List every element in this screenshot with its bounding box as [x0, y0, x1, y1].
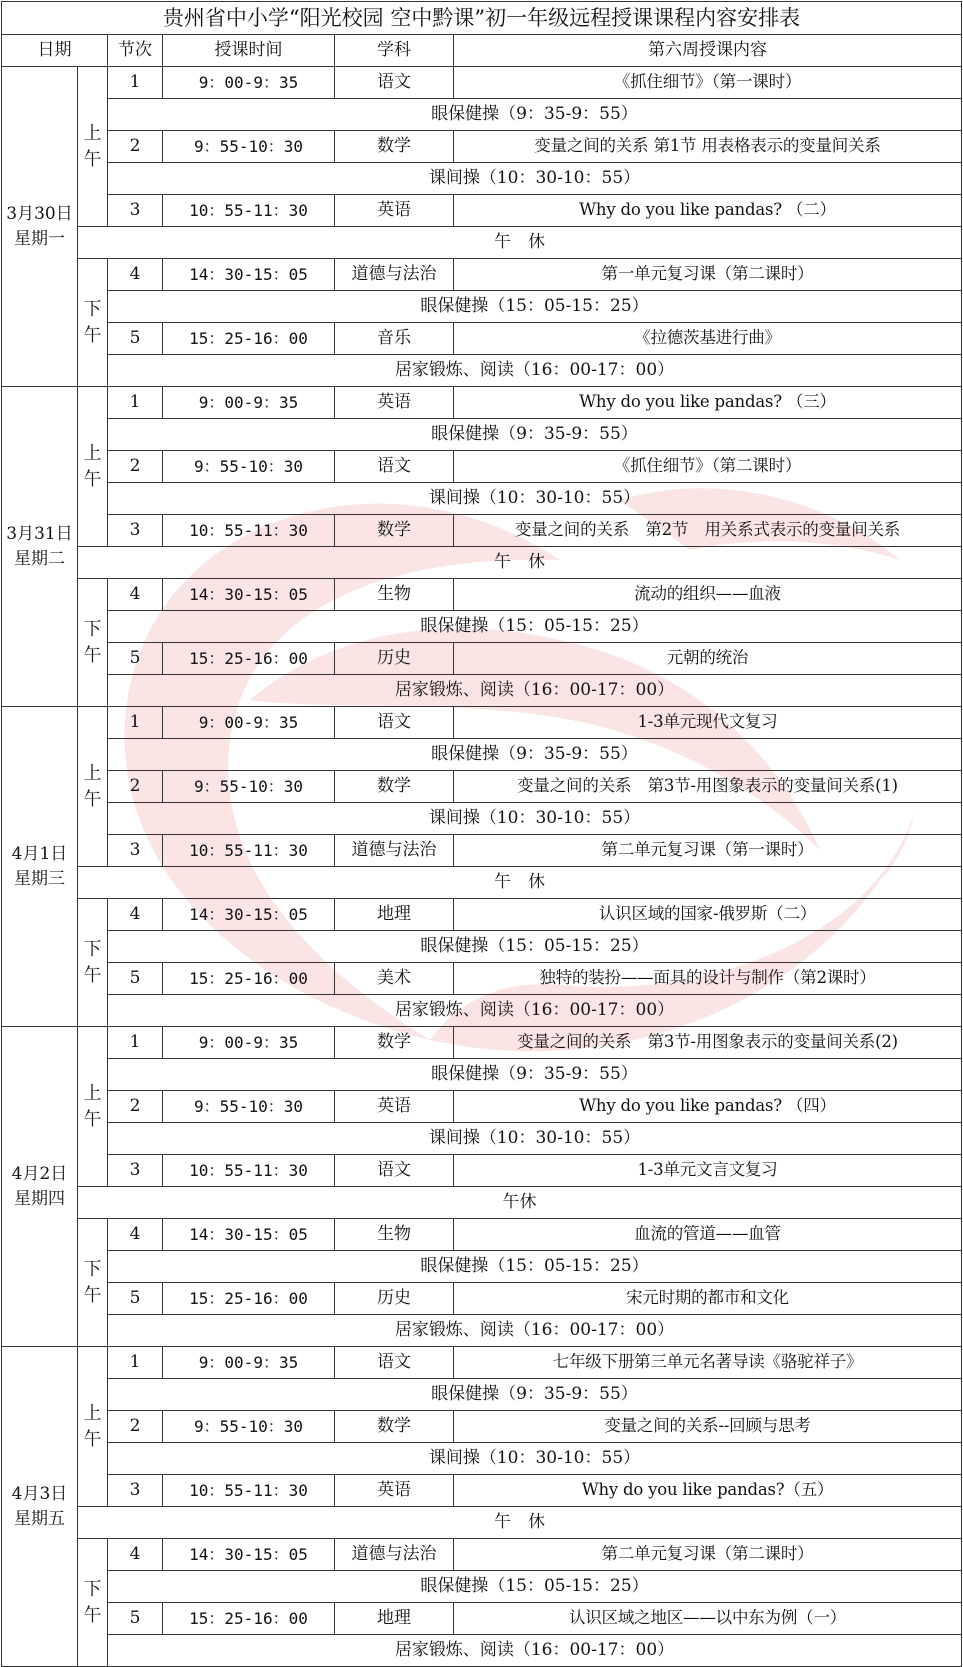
lunch-break: 午 休: [78, 1507, 962, 1539]
table-row: [2, 515, 962, 547]
header-time: 授课时间: [163, 35, 335, 67]
subject: 音乐: [335, 323, 454, 355]
afternoon-label: [78, 1219, 108, 1347]
table-row: [2, 1123, 962, 1155]
class-time: 14：30-15：05: [163, 1539, 335, 1571]
period-number: 4: [108, 1219, 163, 1251]
table-row: [2, 995, 962, 1027]
break-activity: 课间操（10：30-10：55）: [108, 1123, 962, 1155]
period-number: 4: [108, 1539, 163, 1571]
morning-label: [78, 707, 108, 867]
period-number: 2: [108, 451, 163, 483]
period-number: 4: [108, 899, 163, 931]
header-content: 第六周授课内容: [454, 35, 962, 67]
break-activity: 居家锻炼、阅读（16：00-17：00）: [108, 1315, 962, 1347]
class-time: 9：00-9：35: [163, 707, 335, 739]
class-time: 9：00-9：35: [163, 1027, 335, 1059]
date-label: 3月31日: [6, 523, 73, 544]
table-row: [2, 1155, 962, 1187]
period-number: 1: [108, 67, 163, 99]
subject: 美术: [335, 963, 454, 995]
day-cell: [2, 67, 78, 387]
subject: 生物: [335, 1219, 454, 1251]
morning-label: [78, 1347, 108, 1507]
period-number: 3: [108, 1475, 163, 1507]
subject: 英语: [335, 195, 454, 227]
lesson-topic: 七年级下册第三单元名著导读《骆驼祥子》: [454, 1347, 962, 1379]
date-label: 3月30日: [6, 203, 73, 224]
class-time: 14：30-15：05: [163, 1219, 335, 1251]
class-time: 15：25-16：00: [163, 643, 335, 675]
class-time: 14：30-15：05: [163, 899, 335, 931]
table-row: [2, 259, 962, 291]
lesson-topic: 独特的装扮——面具的设计与制作（第2课时）: [454, 963, 962, 995]
table-row: [2, 803, 962, 835]
table-row: [2, 1603, 962, 1635]
subject: 数学: [335, 131, 454, 163]
table-row: [2, 387, 962, 419]
break-activity: 眼保健操（15：05-15：25）: [108, 291, 962, 323]
lesson-topic: 1-3单元文言文复习: [454, 1155, 962, 1187]
subject: 数学: [335, 1411, 454, 1443]
break-activity: 眼保健操（15：05-15：25）: [108, 1251, 962, 1283]
table-row: [2, 675, 962, 707]
lesson-topic: Why do you like pandas? （三）: [454, 387, 962, 419]
break-activity: 眼保健操（9：35-9：55）: [108, 419, 962, 451]
period-label: 下午: [83, 1258, 102, 1306]
date-label: 4月1日: [11, 843, 68, 864]
lesson-topic: 流动的组织——血液: [454, 579, 962, 611]
table-row: [2, 419, 962, 451]
weekday-label: 星期二: [14, 548, 65, 569]
period-label: 上午: [83, 762, 102, 810]
class-time: 9：55-10：30: [163, 771, 335, 803]
break-activity: 眼保健操（9：35-9：55）: [108, 1379, 962, 1411]
lesson-topic: 变量之间的关系 第3节-用图象表示的变量间关系(2): [454, 1027, 962, 1059]
subject: 数学: [335, 1027, 454, 1059]
day-cell: [2, 387, 78, 707]
day-cell: [2, 1347, 78, 1667]
lesson-topic: 变量之间的关系 第2节 用关系式表示的变量间关系: [454, 515, 962, 547]
subject: 地理: [335, 899, 454, 931]
class-time: 14：30-15：05: [163, 579, 335, 611]
class-time: 9：00-9：35: [163, 1347, 335, 1379]
table-row: [2, 355, 962, 387]
table-row: [2, 323, 962, 355]
table-row: [2, 99, 962, 131]
break-activity: 眼保健操（15：05-15：25）: [108, 931, 962, 963]
header-row: [2, 35, 962, 67]
lesson-topic: 1-3单元现代文复习: [454, 707, 962, 739]
weekday-label: 星期四: [14, 1188, 65, 1209]
subject: 语文: [335, 451, 454, 483]
period-number: 2: [108, 131, 163, 163]
table-row: [2, 899, 962, 931]
class-time: 10：55-11：30: [163, 1475, 335, 1507]
weekday-label: 星期一: [14, 228, 65, 249]
table-row: [2, 611, 962, 643]
lesson-topic: Why do you like pandas?（五）: [454, 1475, 962, 1507]
lesson-topic: Why do you like pandas? （四）: [454, 1091, 962, 1123]
period-number: 1: [108, 1027, 163, 1059]
subject: 语文: [335, 1347, 454, 1379]
subject: 英语: [335, 1475, 454, 1507]
period-label: 下午: [83, 618, 102, 666]
table-row: [2, 67, 962, 99]
day-cell: [2, 707, 78, 1027]
lunch-break: 午 休: [78, 547, 962, 579]
class-time: 15：25-16：00: [163, 1603, 335, 1635]
table-row: [2, 707, 962, 739]
table-row: [2, 1219, 962, 1251]
day-cell: [2, 1027, 78, 1347]
subject: 数学: [335, 515, 454, 547]
table-row: [2, 1475, 962, 1507]
table-row: [2, 1027, 962, 1059]
break-activity: 课间操（10：30-10：55）: [108, 163, 962, 195]
break-activity: 眼保健操（9：35-9：55）: [108, 99, 962, 131]
table-row: [2, 1059, 962, 1091]
weekday-label: 星期五: [14, 1508, 65, 1529]
class-time: 10：55-11：30: [163, 515, 335, 547]
lesson-topic: 认识区域的国家-俄罗斯（二）: [454, 899, 962, 931]
break-activity: 眼保健操（9：35-9：55）: [108, 1059, 962, 1091]
break-activity: 课间操（10：30-10：55）: [108, 483, 962, 515]
period-number: 5: [108, 643, 163, 675]
weekday-label: 星期三: [14, 868, 65, 889]
table-row: [2, 451, 962, 483]
period-label: 上午: [83, 1402, 102, 1450]
lesson-topic: 变量之间的关系 第3节-用图象表示的变量间关系(1): [454, 771, 962, 803]
subject: 历史: [335, 643, 454, 675]
table-row: [2, 963, 962, 995]
period-label: 上午: [83, 1082, 102, 1130]
period-number: 3: [108, 1155, 163, 1187]
period-number: 1: [108, 1347, 163, 1379]
table-row: [2, 931, 962, 963]
table-row: [2, 1411, 962, 1443]
schedule-table: [1, 1, 962, 1667]
class-time: 15：25-16：00: [163, 1283, 335, 1315]
lunch-break: 午 休: [78, 867, 962, 899]
table-row: [2, 1283, 962, 1315]
period-label: 上午: [83, 442, 102, 490]
date-label: 4月3日: [11, 1483, 68, 1504]
class-time: 15：25-16：00: [163, 323, 335, 355]
table-row: [2, 1347, 962, 1379]
break-activity: 居家锻炼、阅读（16：00-17：00）: [108, 675, 962, 707]
subject: 英语: [335, 1091, 454, 1123]
table-row: [2, 547, 962, 579]
period-number: 5: [108, 963, 163, 995]
period-number: 4: [108, 259, 163, 291]
break-activity: 居家锻炼、阅读（16：00-17：00）: [108, 995, 962, 1027]
morning-label: [78, 67, 108, 227]
table-row: [2, 1635, 962, 1667]
table-row: [2, 1187, 962, 1219]
period-number: 5: [108, 323, 163, 355]
class-time: 15：25-16：00: [163, 963, 335, 995]
lesson-topic: 第二单元复习课（第二课时）: [454, 1539, 962, 1571]
break-activity: 居家锻炼、阅读（16：00-17：00）: [108, 1635, 962, 1667]
period-number: 2: [108, 1091, 163, 1123]
table-row: [2, 1091, 962, 1123]
table-row: [2, 291, 962, 323]
table-row: [2, 483, 962, 515]
class-time: 9：00-9：35: [163, 387, 335, 419]
lesson-topic: 《拉德茨基进行曲》: [454, 323, 962, 355]
subject: 英语: [335, 387, 454, 419]
period-label: 下午: [83, 938, 102, 986]
header-period: 节次: [108, 35, 163, 67]
table-row: [2, 771, 962, 803]
period-number: 3: [108, 515, 163, 547]
period-number: 3: [108, 195, 163, 227]
lesson-topic: 认识区域之地区——以中东为例（一）: [454, 1603, 962, 1635]
class-time: 10：55-11：30: [163, 835, 335, 867]
subject: 语文: [335, 1155, 454, 1187]
title-row: [2, 2, 962, 35]
period-number: 2: [108, 1411, 163, 1443]
lesson-topic: 元朝的统治: [454, 643, 962, 675]
subject: 道德与法治: [335, 835, 454, 867]
lesson-topic: 变量之间的关系 第1节 用表格表示的变量间关系: [454, 131, 962, 163]
table-row: [2, 131, 962, 163]
table-row: [2, 867, 962, 899]
subject: 语文: [335, 67, 454, 99]
break-activity: 眼保健操（15：05-15：25）: [108, 611, 962, 643]
afternoon-label: [78, 1539, 108, 1667]
subject: 生物: [335, 579, 454, 611]
lunch-break: 午 休: [78, 227, 962, 259]
table-row: [2, 1539, 962, 1571]
period-number: 1: [108, 387, 163, 419]
table-row: [2, 643, 962, 675]
table-row: [2, 1443, 962, 1475]
break-activity: 眼保健操（9：35-9：55）: [108, 739, 962, 771]
period-number: 5: [108, 1283, 163, 1315]
class-time: 9：00-9：35: [163, 67, 335, 99]
break-activity: 课间操（10：30-10：55）: [108, 803, 962, 835]
table-row: [2, 579, 962, 611]
break-activity: 课间操（10：30-10：55）: [108, 1443, 962, 1475]
table-row: [2, 1315, 962, 1347]
class-time: 9：55-10：30: [163, 1091, 335, 1123]
table-row: [2, 1379, 962, 1411]
lesson-topic: 宋元时期的都市和文化: [454, 1283, 962, 1315]
lesson-topic: 《抓住细节》（第一课时）: [454, 67, 962, 99]
afternoon-label: [78, 899, 108, 1027]
header-subject: 学科: [335, 35, 454, 67]
subject: 数学: [335, 771, 454, 803]
lesson-topic: 《抓住细节》（第二课时）: [454, 451, 962, 483]
period-number: 5: [108, 1603, 163, 1635]
afternoon-label: [78, 579, 108, 707]
table-row: [2, 163, 962, 195]
class-time: 10：55-11：30: [163, 1155, 335, 1187]
period-label: 下午: [83, 1578, 102, 1626]
period-label: 下午: [83, 298, 102, 346]
table-row: [2, 835, 962, 867]
period-number: 2: [108, 771, 163, 803]
table-row: [2, 195, 962, 227]
class-time: 10：55-11：30: [163, 195, 335, 227]
table-row: [2, 227, 962, 259]
lesson-topic: 第一单元复习课（第二课时）: [454, 259, 962, 291]
class-time: 9：55-10：30: [163, 1411, 335, 1443]
subject: 道德与法治: [335, 1539, 454, 1571]
lesson-topic: Why do you like pandas? （二）: [454, 195, 962, 227]
period-number: 4: [108, 579, 163, 611]
morning-label: [78, 387, 108, 547]
period-number: 1: [108, 707, 163, 739]
class-time: 9：55-10：30: [163, 451, 335, 483]
break-activity: 眼保健操（15：05-15：25）: [108, 1571, 962, 1603]
break-activity: 居家锻炼、阅读（16：00-17：00）: [108, 355, 962, 387]
class-time: 14：30-15：05: [163, 259, 335, 291]
table-row: [2, 1507, 962, 1539]
subject: 历史: [335, 1283, 454, 1315]
lesson-topic: 第二单元复习课（第一课时）: [454, 835, 962, 867]
period-label: 上午: [83, 122, 102, 170]
table-row: [2, 1251, 962, 1283]
header-date: 日期: [2, 35, 108, 67]
period-number: 3: [108, 835, 163, 867]
lunch-break: 午休: [78, 1187, 962, 1219]
subject: 道德与法治: [335, 259, 454, 291]
subject: 地理: [335, 1603, 454, 1635]
lesson-topic: 变量之间的关系--回顾与思考: [454, 1411, 962, 1443]
table-row: [2, 1571, 962, 1603]
class-time: 9：55-10：30: [163, 131, 335, 163]
lesson-topic: 血流的管道——血管: [454, 1219, 962, 1251]
table-title: 贵州省中小学“阳光校园 空中黔课”初一年级远程授课课程内容安排表: [2, 2, 962, 35]
afternoon-label: [78, 259, 108, 387]
morning-label: [78, 1027, 108, 1187]
table-row: [2, 739, 962, 771]
subject: 语文: [335, 707, 454, 739]
date-label: 4月2日: [11, 1163, 68, 1184]
